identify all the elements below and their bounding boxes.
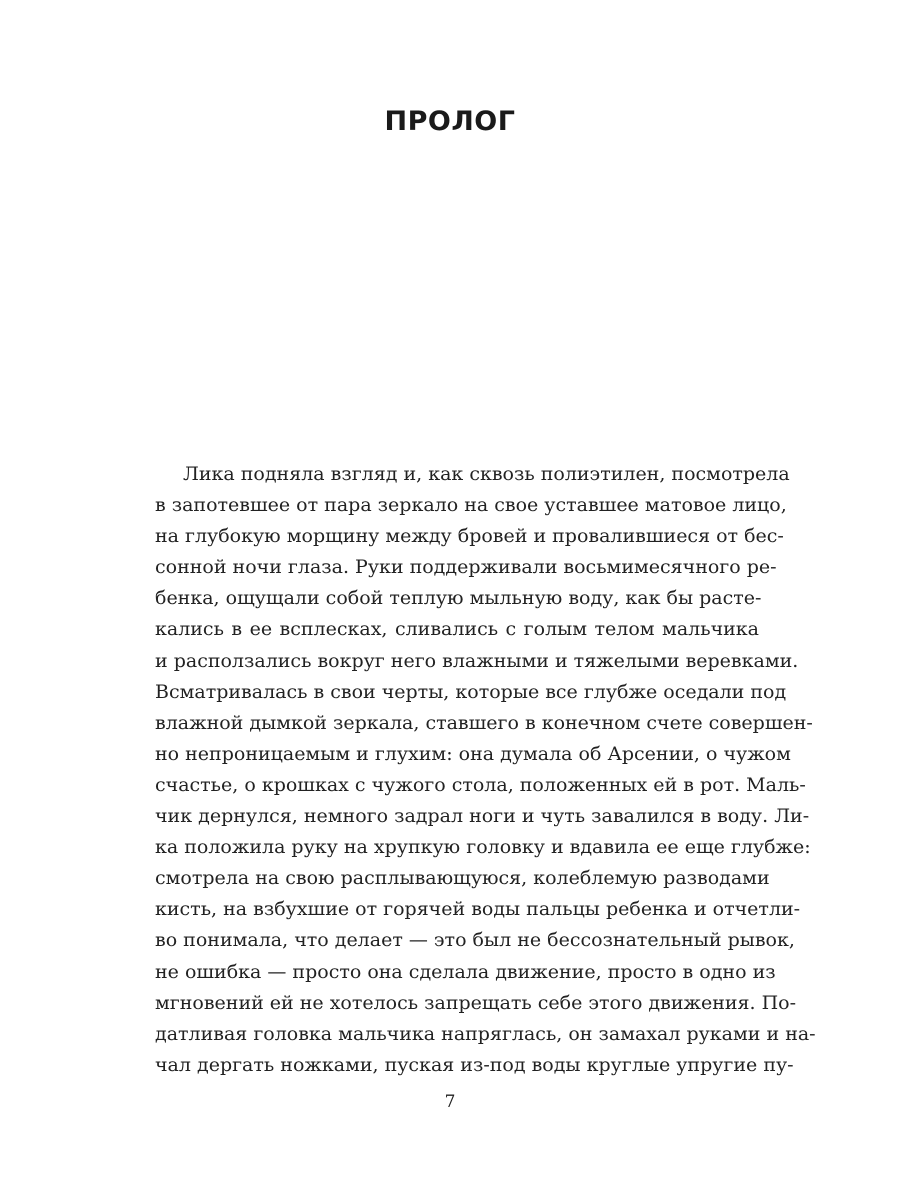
text-line: на глубокую морщину между бровей и провалившиеся от бес-	[155, 525, 784, 548]
text-line: чик дернулся, немного задрал ноги и чуть завалился в воду. Ли-	[155, 805, 810, 828]
text-line: во понимала, что делает — это был не бессознательный рывок,	[155, 929, 795, 952]
text-line: датливая головка мальчика напряглась, он замахал руками и на-	[155, 1022, 816, 1045]
text-line: мгновений ей не хотелось запрещать себе этого движения. По-	[155, 991, 797, 1014]
text-line: кисть, на взбухшие от горячей воды пальцы ребенка и отчетли-	[155, 898, 801, 921]
text-line: Всматривалась в свои черты, которые все глубже оседали под	[155, 680, 787, 703]
text-line: счастье, о крошках с чужого стола, положенных ей в рот. Маль-	[155, 773, 806, 796]
text-line: чал дергать ножками, пуская из-под воды круглые упругие пу-	[155, 1053, 794, 1076]
text-line: не ошибка — просто она сделала движение, просто в одно из	[155, 960, 776, 983]
text-line: смотрела на свою расплывающуюся, колеблемую разводами	[155, 867, 770, 890]
chapter-title: ПРОЛОГ	[384, 106, 516, 137]
text-line: бенка, ощущали собой теплую мыльную воду, как бы расте-	[155, 587, 762, 610]
text-line: кались в ее всплесках, сливались с голым телом мальчика	[155, 618, 759, 641]
text-line: и расползались вокруг него влажными и тяжелыми веревками.	[155, 649, 799, 672]
body-paragraph	[155, 459, 816, 1081]
page-number: 7	[444, 1092, 456, 1112]
text-line: в запотевшее от пара зеркало на свое уставшее матовое лицо,	[155, 494, 787, 517]
text-line: ка положила руку на хрупкую головку и вдавила ее еще глубже:	[155, 836, 811, 859]
text-line: влажной дымкой зеркала, ставшего в конечном счете совершен-	[155, 711, 813, 734]
text-line: Лика подняла взгляд и, как сквозь полиэтилен, посмотрела	[183, 463, 790, 485]
text-line: но непроницаемым и глухим: она думала об Арсении, о чужом	[155, 742, 791, 765]
text-line: сонной ночи глаза. Руки поддерживали восьмимесячного ре-	[155, 556, 777, 579]
